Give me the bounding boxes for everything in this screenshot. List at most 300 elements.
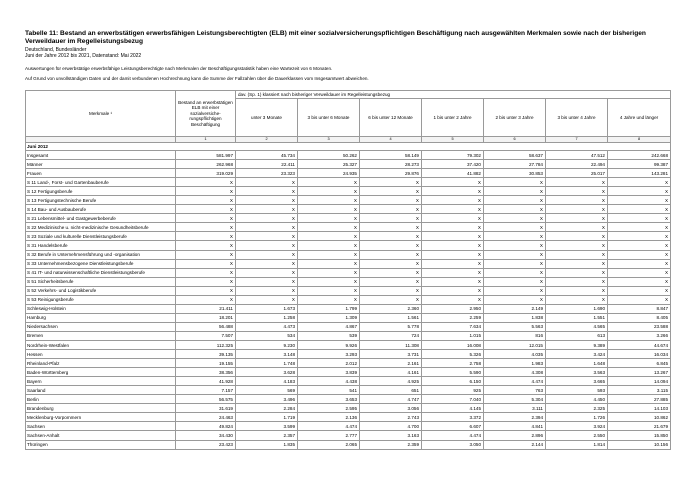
- cell-value: 2.758: [422, 359, 484, 368]
- cell-value: 2.777: [298, 431, 360, 440]
- cell-value: 593: [546, 386, 608, 395]
- cell-value: X: [608, 223, 671, 232]
- note-extrapolation: Auf Grund von unvollständigen Daten und der damit verbundenen Hochrechnung kann die Summe der Fallzahlen über die Dauerklassen vom Insgesamtwert abweichen.: [25, 76, 369, 81]
- cell-value: 28.273: [360, 160, 422, 169]
- cell-value: X: [236, 259, 298, 268]
- table-row: [26, 169, 671, 178]
- cell-value: 3.056: [360, 404, 422, 413]
- cell-value: X: [422, 187, 484, 196]
- cell-value: X: [484, 205, 546, 214]
- cell-value: 7.507: [176, 331, 236, 340]
- row-label: Saarland: [26, 386, 176, 395]
- cell-value: X: [484, 232, 546, 241]
- cell-value: 41.882: [422, 169, 484, 178]
- cell-value: X: [422, 286, 484, 295]
- cell-value: X: [546, 232, 608, 241]
- cell-value: 2.950: [422, 304, 484, 313]
- row-label: Niedersachsen: [26, 322, 176, 331]
- table-row: [26, 377, 671, 386]
- cell-value: 79.302: [422, 151, 484, 160]
- table-row: [26, 250, 671, 259]
- table-row: [26, 313, 671, 322]
- cell-value: 4.747: [360, 395, 422, 404]
- cell-value: 3.115: [608, 386, 671, 395]
- cell-value: 613: [546, 331, 608, 340]
- cell-value: X: [422, 241, 484, 250]
- cell-value: X: [546, 241, 608, 250]
- header-duration-col: 4 Jahre und länger: [608, 99, 671, 137]
- row-label: S 13 Fertigungstechnische Berufe: [26, 196, 176, 205]
- row-label: Frauen: [26, 169, 176, 178]
- cell-value: X: [608, 214, 671, 223]
- cell-value: X: [608, 295, 671, 304]
- cell-value: X: [176, 250, 236, 259]
- cell-value: X: [298, 295, 360, 304]
- cell-value: X: [236, 232, 298, 241]
- cell-value: 38.356: [176, 368, 236, 377]
- cell-value: 4.183: [236, 377, 298, 386]
- cell-value: X: [236, 214, 298, 223]
- cell-value: 3.372: [422, 413, 484, 422]
- cell-value: 7.157: [176, 386, 236, 395]
- cell-value: 14.103: [608, 404, 671, 413]
- cell-value: X: [236, 295, 298, 304]
- row-label: Sachsen-Anhalt: [26, 431, 176, 440]
- cell-value: 4.145: [422, 404, 484, 413]
- cell-value: X: [176, 277, 236, 286]
- row-label: S 11 Land-, Forst- und Gartenbauberufe: [26, 178, 176, 187]
- row-label: S 14 Bau- und Ausbauberufe: [26, 205, 176, 214]
- row-label: S 51 Sicherheitsberufe: [26, 277, 176, 286]
- cell-value: 2.012: [298, 359, 360, 368]
- cell-value: X: [608, 277, 671, 286]
- cell-value: 4.474: [422, 431, 484, 440]
- row-label: Insgesamt: [26, 151, 176, 160]
- cell-value: 1.551: [546, 313, 608, 322]
- cell-value: 39.135: [176, 350, 236, 359]
- cell-value: 4.867: [298, 322, 360, 331]
- cell-value: 1.561: [360, 313, 422, 322]
- table-row: [26, 286, 671, 295]
- cell-value: X: [484, 286, 546, 295]
- cell-value: 1.814: [546, 440, 608, 449]
- note-waiting-period: Auswertungen für erwerbstätige erwerbsfähige Leistungsberechtigte nach Merkmalen der Beschäftigungsstatistik haben eine Wartezeit von 6 Monaten.: [25, 66, 333, 71]
- cell-value: X: [236, 178, 298, 187]
- cell-value: X: [608, 232, 671, 241]
- cell-value: 112.325: [176, 340, 236, 349]
- cell-value: 1.690: [546, 304, 608, 313]
- cell-value: X: [360, 232, 422, 241]
- cell-value: 1.835: [236, 440, 298, 449]
- header-duration-col: unter 3 Monate: [236, 99, 298, 137]
- cell-value: X: [422, 277, 484, 286]
- table-row: [26, 214, 671, 223]
- cell-value: 2.259: [422, 313, 484, 322]
- cell-value: X: [360, 187, 422, 196]
- cell-value: 2.161: [360, 359, 422, 368]
- cell-value: 541: [298, 386, 360, 395]
- cell-value: 3.496: [236, 395, 298, 404]
- cell-value: X: [546, 277, 608, 286]
- cell-value: 724: [360, 331, 422, 340]
- cell-value: 25.017: [546, 169, 608, 178]
- cell-value: X: [608, 205, 671, 214]
- cell-value: X: [298, 268, 360, 277]
- cell-value: 34.430: [176, 431, 236, 440]
- cell-value: 6.150: [422, 377, 484, 386]
- row-label: S 41 IT- und naturwissenschaftliche Dienstleistungsberufe: [26, 268, 176, 277]
- cell-value: 10.862: [608, 413, 671, 422]
- row-label: S 22 Medizinische u. nicht-medizinische Gesundheitsberufe: [26, 223, 176, 232]
- cell-value: 14.094: [608, 377, 671, 386]
- cell-value: 581.997: [176, 151, 236, 160]
- cell-value: X: [608, 268, 671, 277]
- cell-value: X: [360, 286, 422, 295]
- table-row: [26, 304, 671, 313]
- cell-value: 4.700: [360, 422, 422, 431]
- cell-value: X: [176, 268, 236, 277]
- cell-value: 31.619: [176, 404, 236, 413]
- cell-value: 18.201: [176, 313, 236, 322]
- cell-value: 19.155: [176, 359, 236, 368]
- row-label: Thüringen: [26, 440, 176, 449]
- row-label: S 33 Unternehmensbezogene Dienstleistungsberufe: [26, 259, 176, 268]
- cell-value: 21.679: [608, 422, 671, 431]
- cell-value: X: [360, 223, 422, 232]
- cell-value: X: [176, 286, 236, 295]
- column-number: 5: [422, 137, 484, 143]
- cell-value: X: [298, 277, 360, 286]
- cell-value: 56.488: [176, 322, 236, 331]
- cell-value: 56.575: [176, 395, 236, 404]
- row-label: Mecklenburg-Vorpommern: [26, 413, 176, 422]
- column-number: 2: [236, 137, 298, 143]
- data-table: [25, 90, 671, 450]
- cell-value: X: [484, 259, 546, 268]
- cell-value: X: [236, 241, 298, 250]
- row-label: Berlin: [26, 395, 176, 404]
- cell-value: 11.308: [360, 340, 422, 349]
- cell-value: X: [360, 205, 422, 214]
- cell-value: 925: [422, 386, 484, 395]
- cell-value: X: [546, 286, 608, 295]
- cell-value: X: [484, 214, 546, 223]
- table-row: [26, 431, 671, 440]
- cell-value: X: [484, 178, 546, 187]
- row-label: Rheinland-Pfalz: [26, 359, 176, 368]
- cell-value: 3.731: [360, 350, 422, 359]
- cell-value: 10.156: [608, 440, 671, 449]
- cell-value: X: [176, 187, 236, 196]
- cell-value: 2.550: [546, 431, 608, 440]
- cell-value: X: [298, 214, 360, 223]
- cell-value: 27.784: [484, 160, 546, 169]
- cell-value: X: [176, 196, 236, 205]
- cell-value: X: [360, 196, 422, 205]
- cell-value: 6.607: [422, 422, 484, 431]
- cell-value: 23.588: [608, 322, 671, 331]
- cell-value: 2.065: [298, 440, 360, 449]
- table-row: [26, 331, 671, 340]
- cell-value: X: [422, 196, 484, 205]
- table-row: [26, 277, 671, 286]
- cell-value: 16.034: [608, 350, 671, 359]
- row-label: S 31 Handelsberufe: [26, 241, 176, 250]
- table-row: [26, 187, 671, 196]
- row-label: Nordrhein-Westfalen: [26, 340, 176, 349]
- header-duration-col: 6 bis unter 12 Monate: [360, 99, 422, 137]
- cell-value: 6.845: [608, 359, 671, 368]
- cell-value: 1.673: [236, 304, 298, 313]
- cell-value: X: [236, 286, 298, 295]
- cell-value: X: [236, 196, 298, 205]
- cell-value: 15.850: [608, 431, 671, 440]
- subtitle-date: Juni der Jahre 2012 bis 2021, Datenstand: Mai 2022: [25, 53, 142, 59]
- cell-value: X: [608, 241, 671, 250]
- cell-value: X: [176, 205, 236, 214]
- cell-value: X: [176, 232, 236, 241]
- cell-value: 1.983: [484, 359, 546, 368]
- table-row: [26, 295, 671, 304]
- cell-value: 3.293: [298, 350, 360, 359]
- cell-value: 12.015: [484, 340, 546, 349]
- cell-value: 3.148: [236, 350, 298, 359]
- cell-value: 534: [236, 331, 298, 340]
- cell-value: 2.595: [298, 404, 360, 413]
- header-duration-col: 1 bis unter 2 Jahre: [422, 99, 484, 137]
- cell-value: 1.726: [546, 413, 608, 422]
- row-label: Brandenburg: [26, 404, 176, 413]
- cell-value: X: [546, 259, 608, 268]
- cell-value: X: [176, 295, 236, 304]
- cell-value: X: [484, 241, 546, 250]
- cell-value: 4.925: [360, 377, 422, 386]
- row-label: S 21 Lebensmittel- und Gastgewerbeberufe: [26, 214, 176, 223]
- cell-value: 3.839: [298, 368, 360, 377]
- cell-value: X: [176, 214, 236, 223]
- cell-value: 4.035: [484, 350, 546, 359]
- cell-value: 319.029: [176, 169, 236, 178]
- cell-value: 2.144: [484, 440, 546, 449]
- cell-value: 816: [484, 331, 546, 340]
- cell-value: 2.359: [360, 440, 422, 449]
- cell-value: 99.387: [608, 160, 671, 169]
- cell-value: 47.512: [546, 151, 608, 160]
- cell-value: X: [422, 232, 484, 241]
- row-label: Sachsen: [26, 422, 176, 431]
- cell-value: X: [608, 196, 671, 205]
- cell-value: 143.281: [608, 169, 671, 178]
- cell-value: 5.563: [484, 322, 546, 331]
- cell-value: X: [298, 259, 360, 268]
- cell-value: 569: [236, 386, 298, 395]
- table-row: [26, 268, 671, 277]
- row-label: Männer: [26, 160, 176, 169]
- cell-value: 23.323: [236, 169, 298, 178]
- cell-value: 4.474: [484, 377, 546, 386]
- cell-value: 3.563: [546, 368, 608, 377]
- cell-value: X: [608, 286, 671, 295]
- table-row: [26, 404, 671, 413]
- cell-value: 9.926: [298, 340, 360, 349]
- cell-value: 5.304: [484, 395, 546, 404]
- cell-value: X: [360, 241, 422, 250]
- cell-value: X: [484, 277, 546, 286]
- cell-value: 5.590: [422, 368, 484, 377]
- cell-value: X: [236, 187, 298, 196]
- table-row: [26, 368, 671, 377]
- cell-value: 2.360: [360, 304, 422, 313]
- row-label: Bremen: [26, 331, 176, 340]
- cell-value: 24.935: [298, 169, 360, 178]
- cell-value: X: [298, 196, 360, 205]
- cell-value: 3.599: [236, 422, 298, 431]
- row-label: Schleswig-Holstein: [26, 304, 176, 313]
- row-label: Baden-Württemberg: [26, 368, 176, 377]
- column-number: 4: [360, 137, 422, 143]
- cell-value: X: [360, 259, 422, 268]
- cell-value: 22.411: [236, 160, 298, 169]
- cell-value: X: [236, 277, 298, 286]
- cell-value: X: [484, 223, 546, 232]
- table-row: [26, 422, 671, 431]
- cell-value: X: [298, 187, 360, 196]
- cell-value: 4.308: [484, 368, 546, 377]
- cell-value: X: [360, 295, 422, 304]
- section-heading: Juni 2012: [26, 143, 671, 151]
- cell-value: X: [298, 286, 360, 295]
- cell-value: X: [422, 295, 484, 304]
- cell-value: 1.648: [546, 359, 608, 368]
- cell-value: 4.474: [298, 422, 360, 431]
- row-label: S 32 Berufe in Unternehmensführung und -organisation: [26, 250, 176, 259]
- table-row: [26, 259, 671, 268]
- cell-value: X: [546, 187, 608, 196]
- cell-value: X: [422, 250, 484, 259]
- cell-value: X: [484, 187, 546, 196]
- table-row: [26, 386, 671, 395]
- cell-value: 1.838: [484, 313, 546, 322]
- cell-value: 58.637: [484, 151, 546, 160]
- cell-value: 16.008: [422, 340, 484, 349]
- cell-value: X: [546, 214, 608, 223]
- column-number: 7: [546, 137, 608, 143]
- cell-value: X: [298, 232, 360, 241]
- header-duration-col: 2 bis unter 3 Jahre: [484, 99, 546, 137]
- row-label: S 52 Verkehrs- und Logistikberufe: [26, 286, 176, 295]
- cell-value: X: [422, 178, 484, 187]
- table-row: [26, 322, 671, 331]
- cell-value: 21.411: [176, 304, 236, 313]
- cell-value: X: [360, 214, 422, 223]
- cell-value: 1.015: [422, 331, 484, 340]
- row-label: S 53 Reinigungsberufe: [26, 295, 176, 304]
- table-row: [26, 413, 671, 422]
- cell-value: 242.668: [608, 151, 671, 160]
- cell-value: 27.885: [608, 395, 671, 404]
- cell-value: 2.284: [236, 404, 298, 413]
- cell-value: X: [176, 223, 236, 232]
- cell-value: 5.778: [360, 322, 422, 331]
- row-label: Hamburg: [26, 313, 176, 322]
- cell-value: 22.494: [546, 160, 608, 169]
- table-row: [26, 196, 671, 205]
- table-row: [26, 205, 671, 214]
- table-row: [26, 395, 671, 404]
- cell-value: X: [484, 268, 546, 277]
- cell-value: 3.653: [298, 395, 360, 404]
- subtitle-region: Deutschland, Bundesländer: [25, 47, 87, 53]
- cell-value: 763: [484, 386, 546, 395]
- cell-value: X: [546, 205, 608, 214]
- cell-value: X: [484, 295, 546, 304]
- cell-value: 539: [298, 331, 360, 340]
- cell-value: 7.634: [422, 322, 484, 331]
- cell-value: 24.463: [176, 413, 236, 422]
- cell-value: X: [608, 178, 671, 187]
- cell-value: 4.161: [360, 368, 422, 377]
- cell-value: X: [176, 259, 236, 268]
- cell-value: 4.438: [298, 377, 360, 386]
- cell-value: 2.325: [546, 404, 608, 413]
- cell-value: X: [546, 178, 608, 187]
- cell-value: 3.628: [236, 368, 298, 377]
- cell-value: 1.719: [236, 413, 298, 422]
- column-number: 1: [176, 137, 236, 143]
- cell-value: X: [546, 250, 608, 259]
- cell-value: X: [176, 178, 236, 187]
- cell-value: X: [422, 214, 484, 223]
- cell-value: 4.565: [546, 322, 608, 331]
- cell-value: 29.876: [360, 169, 422, 178]
- cell-value: X: [608, 187, 671, 196]
- cell-value: 4.450: [546, 395, 608, 404]
- cell-value: X: [484, 250, 546, 259]
- cell-value: 3.111: [484, 404, 546, 413]
- cell-value: X: [360, 250, 422, 259]
- cell-value: 2.136: [298, 413, 360, 422]
- cell-value: 44.674: [608, 340, 671, 349]
- cell-value: 2.149: [484, 304, 546, 313]
- cell-value: X: [546, 295, 608, 304]
- cell-value: X: [298, 223, 360, 232]
- header-merkmale: Merkmale ¹: [26, 91, 176, 137]
- cell-value: X: [236, 268, 298, 277]
- table-row: [26, 359, 671, 368]
- header-duration-col: 3 bis unter 4 Jahre: [546, 99, 608, 137]
- cell-value: 651: [360, 386, 422, 395]
- cell-value: 25.327: [298, 160, 360, 169]
- cell-value: X: [298, 241, 360, 250]
- cell-value: X: [298, 205, 360, 214]
- cell-value: X: [422, 223, 484, 232]
- cell-value: 1.258: [236, 313, 298, 322]
- cell-value: 1.799: [298, 304, 360, 313]
- cell-value: X: [422, 259, 484, 268]
- cell-value: X: [608, 250, 671, 259]
- header-bestand: Bestand an erwerbstätigen ELB mit einer sozialversiche-rungspflichtigen Beschäftigung: [176, 91, 236, 137]
- cell-value: 23.423: [176, 440, 236, 449]
- cell-value: 2.743: [360, 413, 422, 422]
- cell-value: X: [546, 268, 608, 277]
- table-row: [26, 178, 671, 187]
- table-title: Tabelle 11: Bestand an erwerbstätigen erwerbsfähigen Leistungsberechtigten (ELB) mit einer sozialversicherungspflichtigen Beschäftigung nach ausgewählten Merkmalen sowie nach der bisherigen Verweildauer im Regelleistungsbezug: [25, 30, 646, 45]
- cell-value: 2.357: [236, 431, 298, 440]
- cell-value: 50.262: [298, 151, 360, 160]
- column-number: 3: [298, 137, 360, 143]
- cell-value: X: [422, 205, 484, 214]
- cell-value: X: [236, 250, 298, 259]
